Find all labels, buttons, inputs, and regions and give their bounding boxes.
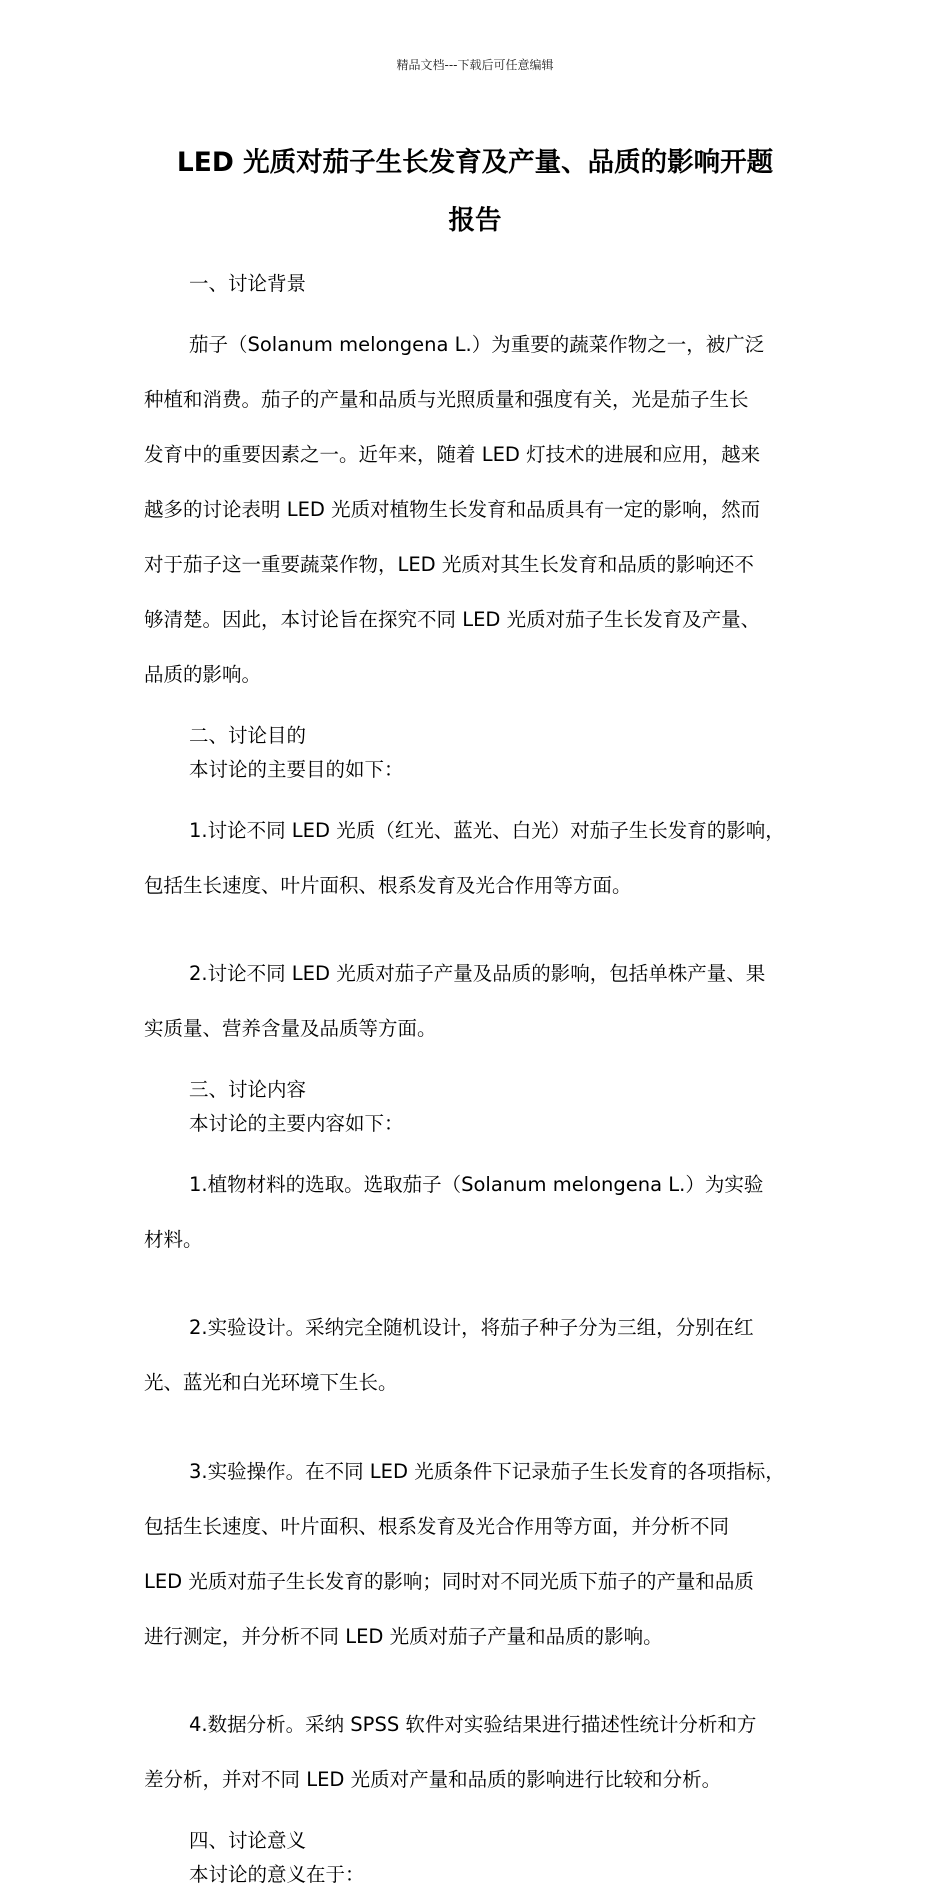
document-body — [144, 270, 808, 1894]
paragraph-line: 1.植物材料的选取。选取茄子（Solanum melongena L.）为实验 — [189, 1172, 764, 1196]
content-item-3 — [144, 1430, 808, 1678]
paragraph-line: 3.实验操作。在不同 LED 光质条件下记录茄子生长发育的各项指标， — [189, 1459, 785, 1483]
objective-item-1 — [144, 789, 808, 927]
section-heading-background: 一、讨论背景 — [189, 272, 307, 295]
paragraph-line: 实质量、营养含量及品质等方面。 — [144, 1017, 437, 1040]
paragraph-line: 茄子（Solanum melongena L.）为重要的蔬菜作物之一，被广泛 — [189, 333, 765, 356]
objectives-intro: 本讨论的主要目的如下： — [189, 757, 404, 781]
content-item-1 — [144, 1143, 808, 1281]
content-item-4 — [144, 1684, 808, 1822]
paragraph-line: 包括生长速度、叶片面积、根系发育及光合作用等方面，并分析不同 — [144, 1514, 730, 1538]
paragraph-line: 够清楚。因此，本讨论旨在探究不同 LED 光质对茄子生长发育及产量、 — [144, 608, 761, 631]
paragraph-line: 1.讨论不同 LED 光质（红光、蓝光、白光）对茄子生长发育的影响， — [189, 818, 785, 842]
paragraph-line: 2.讨论不同 LED 光质对茄子产量及品质的影响，包括单株产量、果 — [189, 962, 766, 985]
document-title — [140, 134, 810, 250]
content-item-2 — [144, 1287, 808, 1425]
paragraph-line: 2.实验设计。采纳完全随机设计，将茄子种子分为三组，分别在红 — [189, 1316, 754, 1339]
document-title-line-2: 报告 — [448, 205, 502, 236]
section-heading-objectives: 二、讨论目的 — [189, 724, 307, 747]
paragraph-line: 对于茄子这一重要蔬菜作物，LED 光质对其生长发育和品质的影响还不 — [144, 553, 754, 576]
paragraph-line: 材料。 — [144, 1227, 203, 1251]
content-intro: 本讨论的主要内容如下： — [189, 1111, 404, 1135]
document-title-line-1: LED 光质对茄子生长发育及产量、品质的影响开题 — [176, 147, 774, 178]
objective-item-2 — [144, 933, 808, 1071]
paragraph-line: 品质的影响。 — [144, 663, 262, 686]
paragraph-line: 4.数据分析。采纳 SPSS 软件对实验结果进行描述性统计分析和方 — [189, 1713, 757, 1736]
header-note: 精品文档---下载后可任意编辑 — [396, 58, 554, 72]
paragraph-line: LED 光质对茄子生长发育的影响；同时对不同光质下茄子的产量和品质 — [144, 1569, 754, 1593]
significance-intro: 本讨论的意义在于： — [189, 1862, 365, 1886]
paragraph-line: 越多的讨论表明 LED 光质对植物生长发育和品质具有一定的影响，然而 — [144, 498, 761, 521]
paragraph-line: 光、蓝光和白光环境下生长。 — [144, 1371, 398, 1394]
paragraph-line: 种植和消费。茄子的产量和品质与光照质量和强度有关，光是茄子生长 — [144, 388, 749, 411]
section-heading-significance: 四、讨论意义 — [189, 1829, 307, 1852]
paragraph-line: 差分析，并对不同 LED 光质对产量和品质的影响进行比较和分析。 — [144, 1768, 722, 1791]
section-heading-content: 三、讨论内容 — [189, 1078, 307, 1101]
background-paragraph — [144, 304, 808, 717]
paragraph-line: 发育中的重要因素之一。近年来，随着 LED 灯技术的进展和应用，越来 — [144, 443, 761, 466]
paragraph-line: 进行测定，并分析不同 LED 光质对茄子产量和品质的影响。 — [144, 1624, 663, 1648]
paragraph-line: 包括生长速度、叶片面积、根系发育及光合作用等方面。 — [144, 873, 632, 897]
